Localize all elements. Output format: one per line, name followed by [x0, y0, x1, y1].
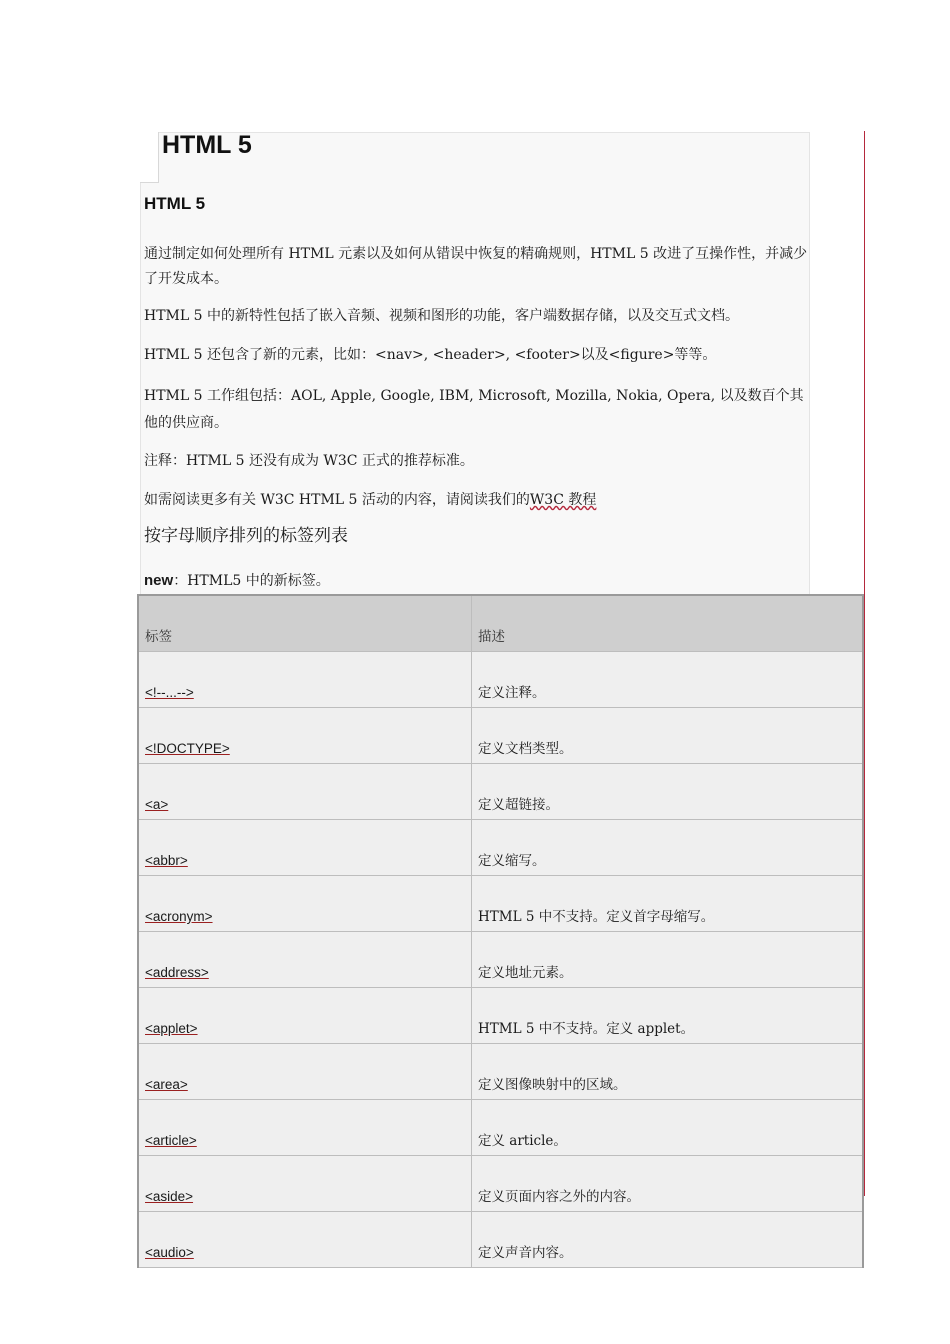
w3c-tutorial-link[interactable]: W3C 教程: [529, 492, 597, 508]
table-row: [138, 876, 863, 932]
tag-description: HTML 5 中不支持。定义首字母缩写。: [478, 909, 715, 925]
section-title: HTML 5: [144, 194, 206, 213]
tag-link[interactable]: <area>: [145, 1077, 188, 1092]
tag-description: 定义超链接。: [478, 797, 559, 813]
table-header-row: [138, 595, 863, 652]
more-info-paragraph: [144, 488, 808, 513]
table-row: [138, 708, 863, 764]
features-paragraph: HTML 5 中的新特性包括了嵌入音频、视频和图形的功能，客户端数据存储，以及交互式文档。: [144, 308, 739, 324]
tag-link[interactable]: <acronym>: [145, 909, 213, 924]
tag-description: 定义地址元素。: [478, 965, 573, 981]
tag-link[interactable]: <applet>: [145, 1021, 198, 1036]
table-row: [138, 988, 863, 1044]
tag-link[interactable]: <a>: [145, 797, 169, 812]
table-row: [138, 1212, 863, 1268]
workgroup-paragraph: HTML 5 工作组包括：AOL, Apple, Google, IBM, Microsoft, Mozilla, Nokia, Opera, 以及数百个其他的供应商。: [144, 388, 804, 431]
tag-list-heading: 按字母顺序排列的标签列表: [144, 526, 348, 546]
tag-link[interactable]: <!DOCTYPE>: [145, 741, 230, 756]
table-row: [138, 652, 863, 708]
column-header-description: 描述: [472, 595, 864, 652]
elements-paragraph: HTML 5 还包含了新的元素，比如：<nav>, <header>, <footer>以及<figure>等等。: [144, 347, 717, 363]
tag-description: 定义注释。: [478, 685, 546, 701]
tag-description: HTML 5 中不支持。定义 applet。: [478, 1021, 695, 1037]
tag-link[interactable]: <!--...-->: [145, 685, 194, 700]
tag-description: 定义图像映射中的区域。: [478, 1077, 627, 1093]
table-row: [138, 1156, 863, 1212]
page-margin-line: [864, 131, 865, 1196]
intro-paragraph: 通过制定如何处理所有 HTML 元素以及如何从错误中恢复的精确规则，HTML 5 改进了互操作性，并减少了开发成本。: [144, 246, 808, 287]
more-info-text: 如需阅读更多有关 W3C HTML 5 活动的内容，请阅读我们的: [144, 492, 530, 508]
tag-description: 定义文档类型。: [478, 741, 573, 757]
table-row: [138, 932, 863, 988]
table-row: [138, 1100, 863, 1156]
page-title: HTML 5: [162, 131, 252, 159]
table-row: [138, 764, 863, 820]
note-paragraph: 注释：HTML 5 还没有成为 W3C 正式的推荐标准。: [144, 453, 474, 469]
new-legend-text: ：HTML5 中的新标签。: [173, 573, 330, 589]
table-row: [138, 1044, 863, 1100]
tag-link[interactable]: <abbr>: [145, 853, 188, 868]
tag-description: 定义声音内容。: [478, 1245, 573, 1261]
new-tag-legend: [144, 570, 330, 590]
title-notch: [140, 132, 159, 183]
tag-link[interactable]: <aside>: [145, 1189, 194, 1204]
tag-link[interactable]: <article>: [145, 1133, 197, 1148]
new-label: new: [144, 572, 174, 589]
tag-link[interactable]: <audio>: [145, 1245, 194, 1260]
column-header-tag: 标签: [138, 595, 472, 652]
tag-description: 定义页面内容之外的内容。: [478, 1189, 640, 1205]
tag-description: 定义 article。: [478, 1133, 567, 1149]
tag-link[interactable]: <address>: [145, 965, 209, 980]
table-row: [138, 820, 863, 876]
tag-table: [137, 594, 864, 1268]
tag-description: 定义缩写。: [478, 853, 546, 869]
